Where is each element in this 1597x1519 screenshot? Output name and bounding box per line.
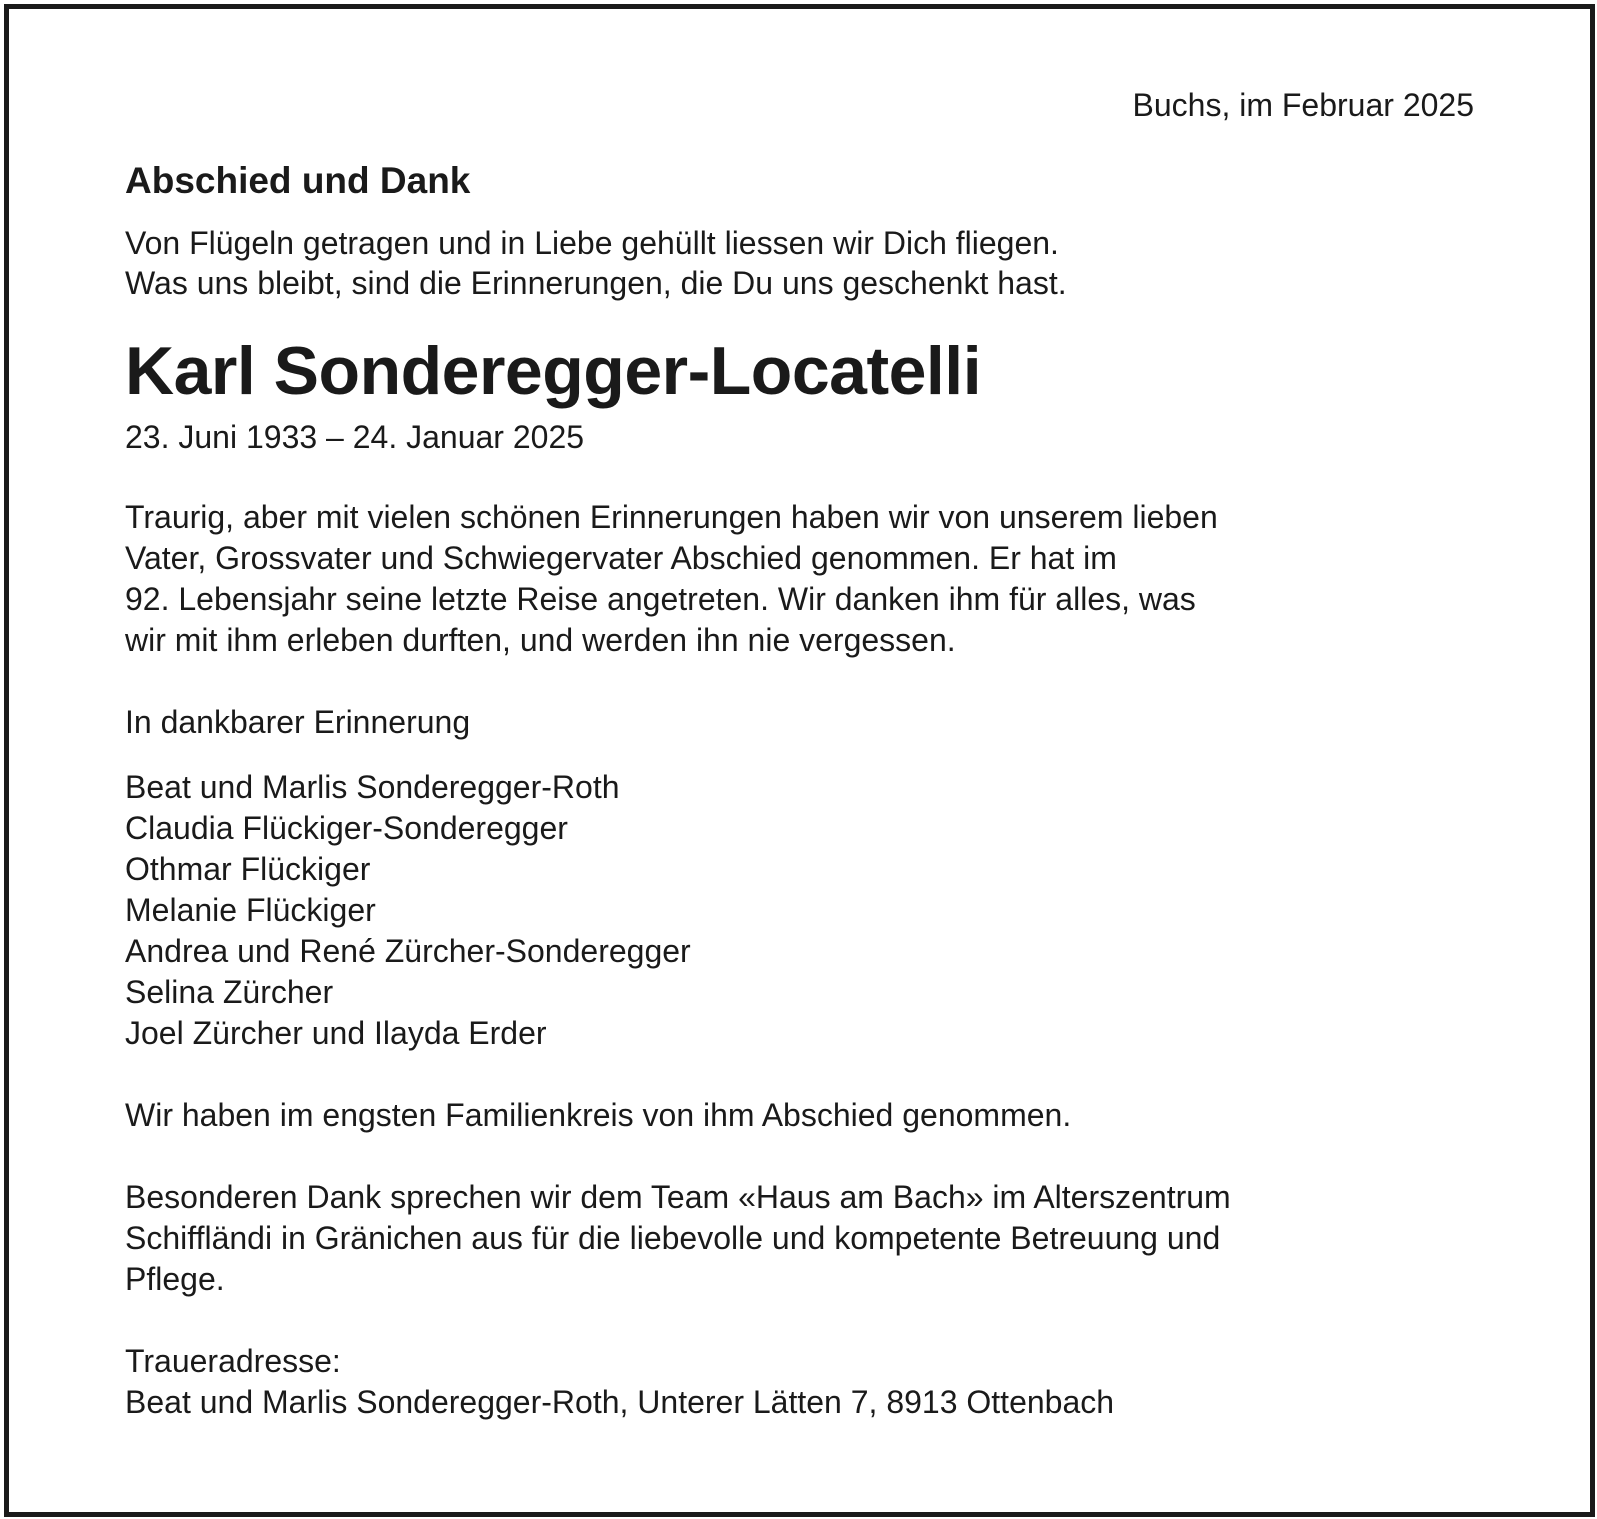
place-date: Buchs, im Februar 2025 <box>1132 87 1474 123</box>
mourning-address <box>125 1341 1505 1423</box>
motto <box>125 223 1505 303</box>
family-list <box>125 767 1505 1054</box>
deceased-name: Karl Sonderegger-Locatelli <box>125 333 982 409</box>
family-member: Othmar Flückiger <box>125 851 371 887</box>
remembrance-line: In dankbarer Erinnerung <box>125 704 471 740</box>
message-line: Traurig, aber mit vielen schönen Erinnerungen haben wir von unserem lieben <box>125 499 1218 535</box>
motto-line: Von Flügeln getragen und in Liebe gehüllt liessen wir Dich fliegen. <box>125 225 1059 261</box>
family-member: Melanie Flückiger <box>125 892 376 928</box>
address-text: Beat und Marlis Sonderegger-Roth, Unterer Lätten 7, 8913 Ottenbach <box>125 1384 1115 1420</box>
family-member: Andrea und René Zürcher-Sonderegger <box>125 933 691 969</box>
message-line: Vater, Grossvater und Schwiegervater Abschied genommen. Er hat im <box>125 540 1117 576</box>
thanks <box>125 1177 1505 1300</box>
motto-line: Was uns bleibt, sind die Erinnerungen, die Du uns geschenkt hast. <box>125 265 1067 301</box>
family-member: Beat und Marlis Sonderegger-Roth <box>125 769 620 805</box>
family-member: Claudia Flückiger-Sonderegger <box>125 810 568 846</box>
family-member: Selina Zürcher <box>125 974 334 1010</box>
message <box>125 497 1505 661</box>
thanks-line: Pflege. <box>125 1261 225 1297</box>
notice-heading: Abschied und Dank <box>125 160 471 201</box>
thanks-line: Besonderen Dank sprechen wir dem Team «Haus am Bach» im Alterszentrum <box>125 1179 1231 1215</box>
family-member: Joel Zürcher und Ilayda Erder <box>125 1015 547 1051</box>
address-label: Traueradresse: <box>125 1343 341 1379</box>
message-line: wir mit ihm erleben durften, und werden ihn nie vergessen. <box>125 622 956 658</box>
life-dates: 23. Juni 1933 – 24. Januar 2025 <box>125 419 585 455</box>
obituary-notice <box>4 4 1595 1517</box>
message-line: 92. Lebensjahr seine letzte Reise angetreten. Wir danken ihm für alles, was <box>125 581 1196 617</box>
notice-content <box>125 159 1505 1423</box>
thanks-line: Schiffländi in Gränichen aus für die liebevolle und kompetente Betreuung und <box>125 1220 1221 1256</box>
farewell-line: Wir haben im engsten Familienkreis von ihm Abschied genommen. <box>125 1097 1072 1133</box>
